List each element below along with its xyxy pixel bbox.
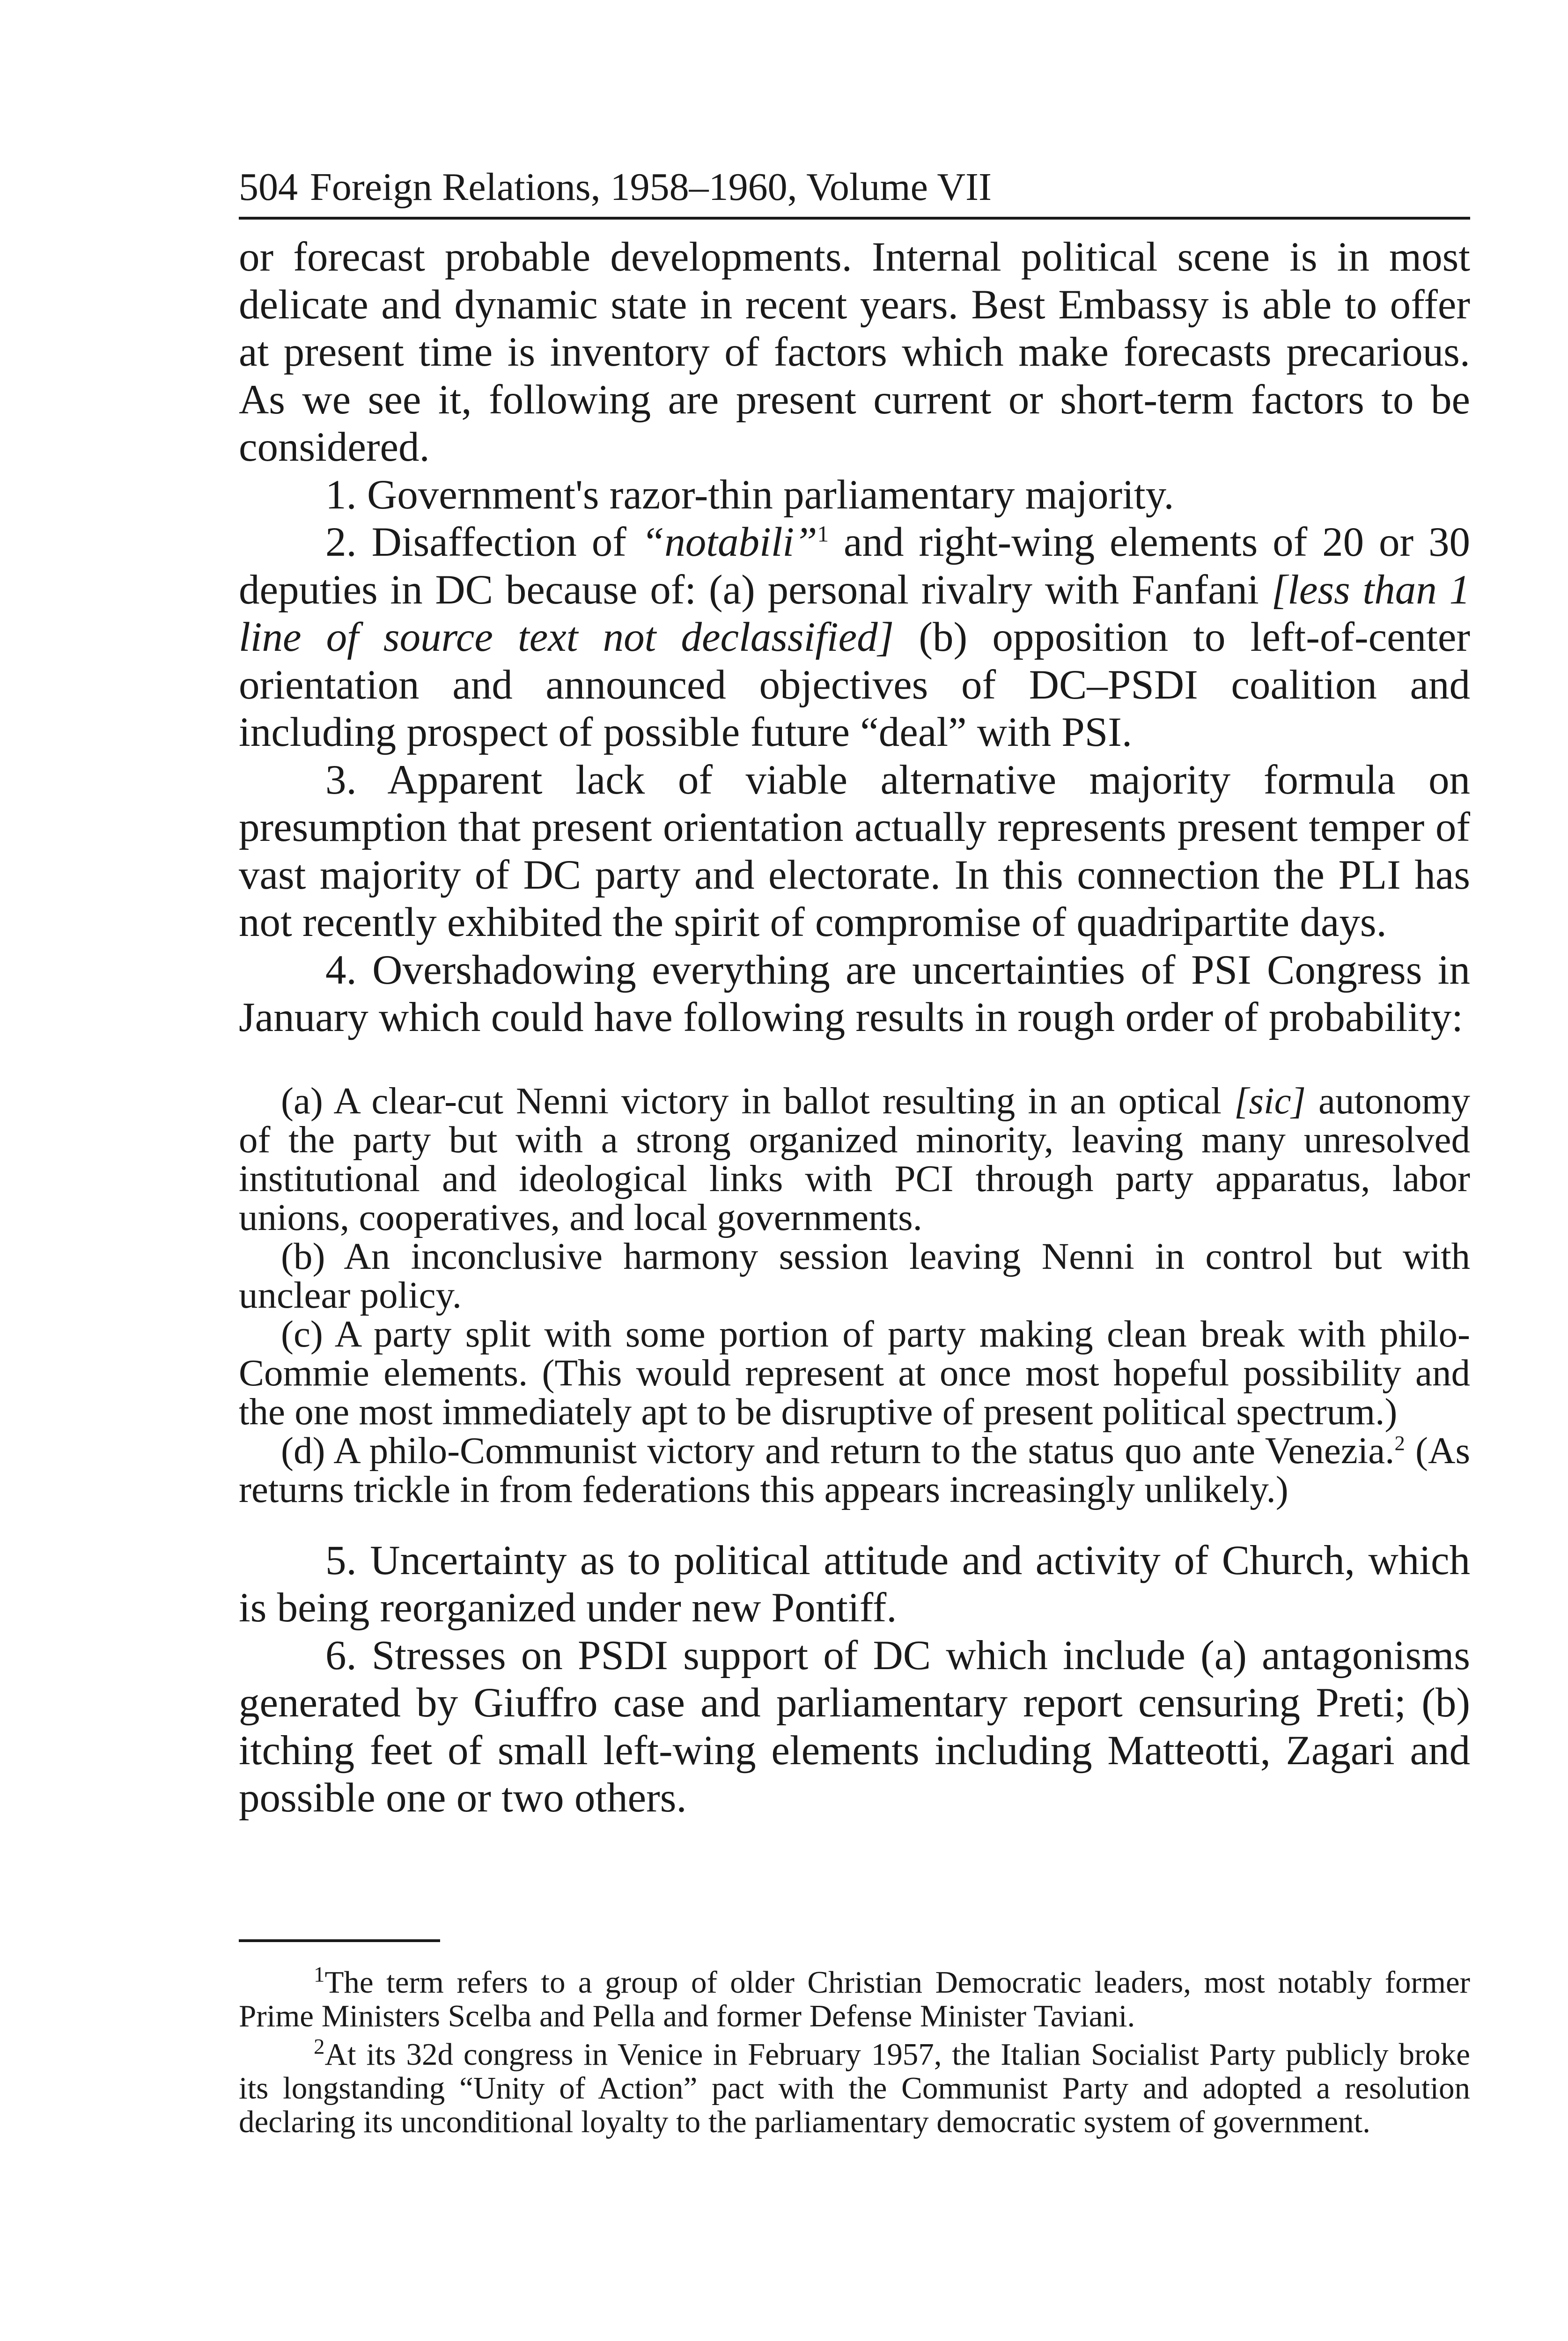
intro-paragraph: or forecast probable developments. Internal political scene is in most delicate and dynamic state in recent years. Best Embassy is able to offer at present time is inventory of factors which make forecasts precarious. As we see it, following are present current or short-term factors to be considered.	[239, 234, 1470, 470]
item-1: 1. Government's razor-thin parliamentary majority.	[325, 471, 1174, 518]
document-page	[239, 162, 1470, 2139]
footnote-1-text: The term refers to a group of older Christian Democratic leaders, most notably former Prime Ministers Scelba and Pella and former Defense Minister Taviani.	[239, 1965, 1470, 2033]
footnote-1-mark: 1	[314, 1962, 325, 1987]
item-6: 6. Stresses on PSDI support of DC which include (a) antagonisms generated by Giuffro case and parliamentary report censuring Preti; (b) itching feet of small left-wing elements including Matteotti, Zagari and possible one or two others.	[239, 1632, 1470, 1821]
item-3: 3. Apparent lack of viable alternative majority formula on presumption that present orientation actually represents present temper of vast majority of DC party and electorate. In this connection the PLI has not recently exhibited the spirit of compromise of quadripartite days.	[239, 757, 1470, 945]
item-2-part-a: and right-wing elements of 20 or 30 deputies in DC because of: (a) personal rivalry with Fanfani	[239, 519, 1470, 613]
item-2-part-b: (b) opposition to left-of-center orientation and announced objectives of DC–PSDI coalition and including prospect of possible future “deal” with PSI.	[239, 614, 1470, 755]
footnote-ref-1: 1	[817, 521, 829, 547]
subitem-a	[239, 1079, 1470, 1238]
subitem-c: (c) A party split with some portion of party making clean break with philo-Commie elements. (This would represent at once most hopeful possibility and the one most immediately apt to be disruptive of present political spectrum.)	[239, 1312, 1470, 1433]
subitem-d-part2: (As returns trickle in from federations this appears increasingly unlikely.)	[239, 1429, 1470, 1510]
item-2-lead: 2. Disaffection of	[325, 519, 641, 565]
item-2-term: “notabili”	[641, 519, 817, 565]
item-4: 4. Overshadowing everything are uncertainties of PSI Congress in January which could have following results in rough order of probability:	[239, 947, 1470, 1040]
item-2	[239, 519, 1470, 757]
subitem-d	[239, 1431, 1470, 1509]
quoted-subitems	[239, 1079, 1470, 1510]
footnote-1	[239, 1962, 1470, 2033]
subitem-a-part1: (a) A clear-cut Nenni victory in ballot resulting in an optical	[281, 1079, 1235, 1122]
footnote-divider	[239, 1939, 440, 1942]
footnote-2-mark: 2	[314, 2034, 325, 2059]
declassification-note: [less than 1 line of source text not declassified]	[239, 567, 1470, 660]
subitem-a-part2: autonomy of the party but with a strong organized minority, leaving many unresolved institutional and ideological links with PCI through party apparatus, labor unions, cooperatives, and local governments.	[239, 1079, 1470, 1238]
running-head	[239, 162, 1470, 220]
footnote-2-text: At its 32d congress in Venice in February 1957, the Italian Socialist Party publicly broke its longstanding “Unity of Action” pact with the Communist Party and adopted a resolution declaring its unconditional loyalty to the parliamentary democratic system of government.	[239, 2037, 1470, 2139]
page-number: 504	[239, 165, 298, 209]
running-title: Foreign Relations, 1958–1960, Volume VII	[310, 165, 992, 209]
subitem-d-part1: (d) A philo-Communist victory and return to the status quo ante Venezia.	[281, 1429, 1395, 1472]
subitem-b: (b) An inconclusive harmony session leaving Nenni in control but with unclear policy.	[239, 1235, 1470, 1316]
item-5: 5. Uncertainty as to political attitude and activity of Church, which is being reorganized under new Pontiff.	[239, 1537, 1470, 1631]
footnote-2	[239, 2034, 1470, 2139]
footnote-ref-2: 2	[1394, 1431, 1405, 1455]
sic-note: [sic]	[1234, 1079, 1306, 1122]
